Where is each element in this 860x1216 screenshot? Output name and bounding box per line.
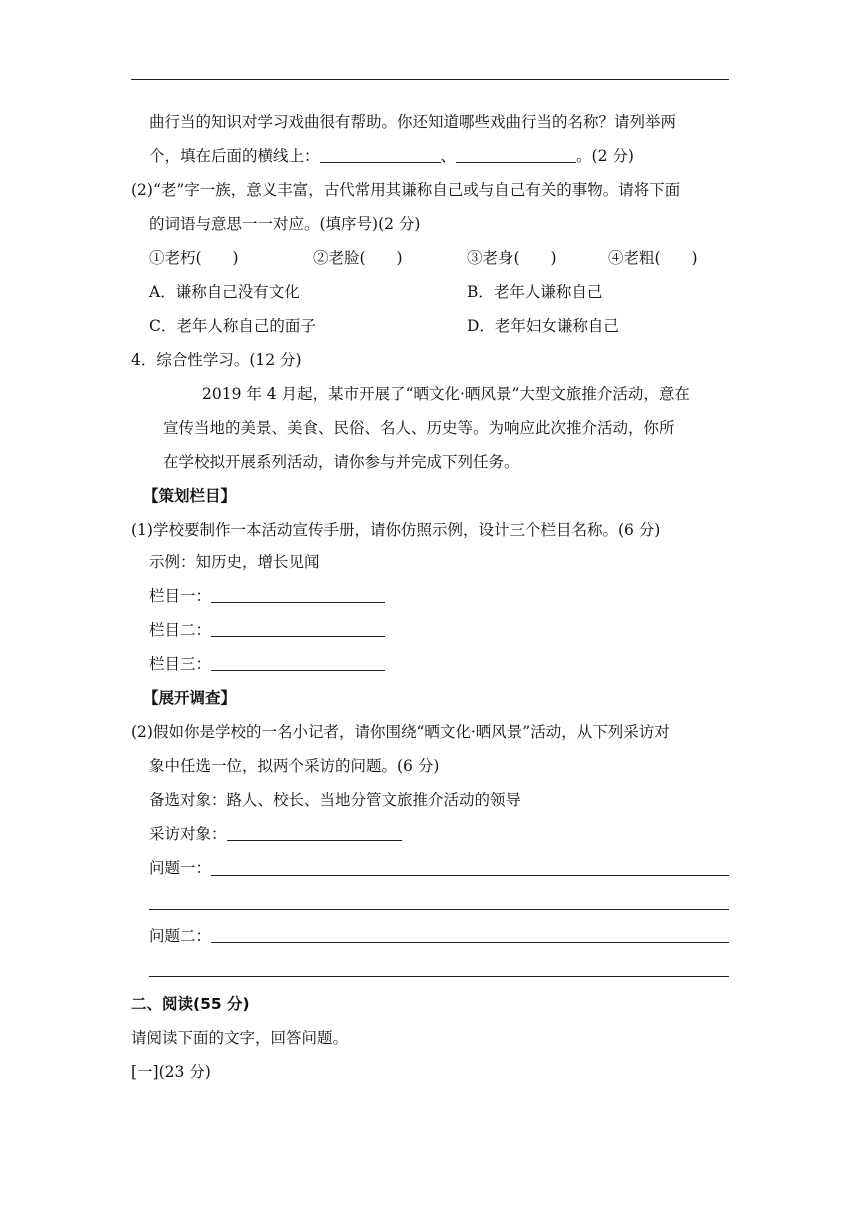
column-2-label: 栏目二： — [149, 621, 212, 639]
column-3-blank[interactable] — [211, 654, 385, 671]
section-title-survey: 【展开调查】 — [143, 689, 237, 707]
question-1-blank[interactable] — [211, 875, 729, 876]
choice-c: C．老年人称自己的面子 — [149, 317, 316, 335]
q3-sep: 、 — [440, 147, 457, 165]
interviewee-row — [149, 823, 402, 845]
header-rule — [131, 79, 729, 80]
column-1-label: 栏目一： — [149, 587, 212, 605]
column-3-row — [149, 653, 385, 675]
q3-line2-prefix: 个，填在后面的横线上： — [149, 147, 320, 165]
answer-blank-2[interactable] — [456, 146, 576, 163]
q3-line2-score: 。(2 分) — [576, 147, 634, 165]
candidates-text: 备选对象：路人、校长、当地分管文旅推介活动的领导 — [149, 791, 522, 809]
choice-a: A．谦称自己没有文化 — [149, 283, 300, 301]
word-item-3: ③老身( ) — [467, 249, 557, 267]
question-1-blank-2[interactable] — [149, 909, 729, 910]
word-item-1: ①老朽( ) — [149, 249, 239, 267]
question-1-label: 问题一： — [149, 859, 212, 877]
section-title-planning: 【策划栏目】 — [143, 487, 237, 505]
q3-text-line-1: 曲行当的知识对学习戏曲很有帮助。你还知道哪些戏曲行当的名称？请列举两 — [149, 113, 677, 131]
q3-text-line-2 — [149, 145, 634, 167]
part2-sub-heading: [一](23 分) — [131, 1063, 211, 1081]
word-item-2: ②老脸( ) — [313, 249, 403, 267]
q4-intro-line-3: 在学校拟开展系列活动，请你参与并完成下列任务。 — [163, 453, 520, 471]
column-3-label: 栏目三： — [149, 655, 212, 673]
question-2-blank[interactable] — [211, 942, 729, 943]
q4-part2-line-2: 象中任选一位，拟两个采访的问题。(6 分) — [149, 757, 440, 775]
part2-heading: 二、阅读(55 分) — [131, 995, 250, 1013]
q4-part2-line-1: (2)假如你是学校的一名小记者，请你围绕“晒文化·晒风景”活动，从下列采访对 — [131, 723, 670, 741]
q4-part1-text: (1)学校要制作一本活动宣传手册，请你仿照示例，设计三个栏目名称。(6 分) — [131, 521, 661, 539]
part2-instruction: 请阅读下面的文字，回答问题。 — [131, 1029, 349, 1047]
column-1-row — [149, 585, 385, 607]
example-text: 示例：知历史，增长见闻 — [149, 553, 320, 571]
q3-part2-line-2: 的词语与意思一一对应。(填序号)(2 分) — [149, 215, 421, 233]
column-2-blank[interactable] — [211, 620, 385, 637]
column-2-row — [149, 619, 385, 641]
interviewee-blank[interactable] — [227, 824, 402, 841]
q3-part2-line-1: (2)“老”字一族，意义丰富，古代常用其谦称自己或与自己有关的事物。请将下面 — [131, 181, 681, 199]
question-2-label: 问题二： — [149, 927, 212, 945]
answer-blank-1[interactable] — [320, 146, 441, 163]
choice-d: D．老年妇女谦称自己 — [467, 317, 619, 335]
word-item-4: ④老粗( ) — [608, 249, 698, 267]
q4-intro-line-2: 宣传当地的美景、美食、民俗、名人、历史等。为响应此次推介活动，你所 — [163, 419, 675, 437]
q4-heading: 4．综合性学习。(12 分) — [131, 351, 302, 369]
q4-intro-line-1: 2019 年 4 月起，某市开展了“晒文化·晒风景”大型文旅推介活动，意在 — [202, 385, 690, 403]
interviewee-label: 采访对象： — [149, 825, 227, 843]
choice-b: B．老年人谦称自己 — [467, 283, 603, 301]
question-2-blank-2[interactable] — [149, 976, 729, 977]
column-1-blank[interactable] — [211, 586, 385, 603]
